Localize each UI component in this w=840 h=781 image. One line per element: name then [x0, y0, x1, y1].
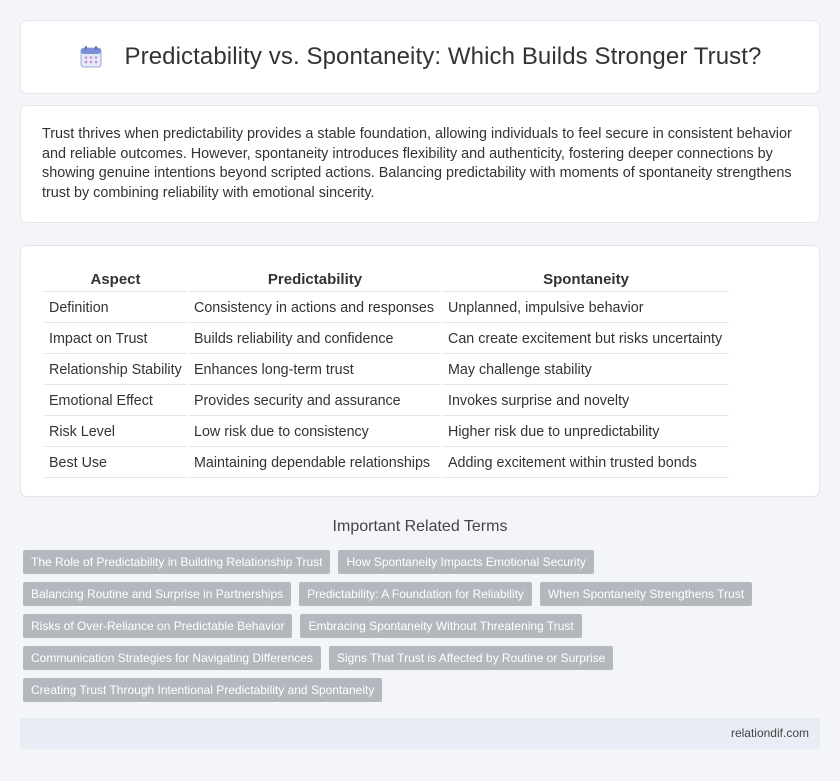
header-predictability: Predictability — [189, 268, 441, 292]
related-term-tag[interactable]: Embracing Spontaneity Without Threatening Trust — [300, 614, 581, 638]
cell-predictability: Builds reliability and confidence — [189, 325, 441, 354]
related-term-tag[interactable]: Predictability: A Foundation for Reliability — [299, 582, 532, 606]
cell-spontaneity: May challenge stability — [443, 356, 729, 385]
table-header-row — [44, 268, 729, 292]
related-term-tag[interactable]: Balancing Routine and Surprise in Partnerships — [23, 582, 291, 606]
footer — [20, 718, 820, 749]
header-spontaneity: Spontaneity — [443, 268, 729, 292]
cell-spontaneity: Higher risk due to unpredictability — [443, 418, 729, 447]
intro-text: Trust thrives when predictability provides a stable foundation, allowing individuals to feel secure in consistent behavior and reliable outcomes. However, spontaneity introduces flexibility and authenticity, fostering deeper connections by showing genuine intentions beyond scripted actions. Balancing predictability with moments of spontaneity strengthens trust by combining reliability with emotional sincerity. — [42, 126, 792, 201]
related-term-tag[interactable]: Signs That Trust is Affected by Routine or Surprise — [329, 646, 613, 670]
related-term-tag[interactable]: Communication Strategies for Navigating Differences — [23, 646, 321, 670]
related-term-tag[interactable]: Creating Trust Through Intentional Predictability and Spontaneity — [23, 678, 382, 702]
table-row — [44, 356, 729, 385]
intro-card — [20, 105, 820, 223]
calendar-icon — [79, 45, 103, 69]
table-row — [44, 387, 729, 416]
cell-aspect: Risk Level — [44, 418, 187, 447]
table-row — [44, 449, 729, 478]
table-row — [44, 418, 729, 447]
related-term-tag[interactable]: Risks of Over-Reliance on Predictable Behavior — [23, 614, 292, 638]
header-aspect: Aspect — [44, 268, 187, 292]
cell-predictability: Consistency in actions and responses — [189, 294, 441, 323]
comparison-card — [20, 245, 820, 497]
cell-aspect: Best Use — [44, 449, 187, 478]
cell-spontaneity: Can create excitement but risks uncertainty — [443, 325, 729, 354]
cell-spontaneity: Unplanned, impulsive behavior — [443, 294, 729, 323]
cell-aspect: Impact on Trust — [44, 325, 187, 354]
related-terms-heading: Important Related Terms — [332, 518, 508, 535]
title-card — [20, 20, 820, 94]
cell-spontaneity: Adding excitement within trusted bonds — [443, 449, 729, 478]
site-credit[interactable]: relationdif.com — [730, 726, 809, 740]
cell-predictability: Low risk due to consistency — [189, 418, 441, 447]
table-row — [44, 294, 729, 323]
cell-predictability: Provides security and assurance — [189, 387, 441, 416]
cell-predictability: Maintaining dependable relationships — [189, 449, 441, 478]
related-term-tag[interactable]: The Role of Predictability in Building Relationship Trust — [23, 550, 330, 574]
table-row — [44, 325, 729, 354]
page-title: Predictability vs. Spontaneity: Which Builds Stronger Trust? — [124, 43, 762, 70]
cell-aspect: Relationship Stability — [44, 356, 187, 385]
related-term-tag[interactable]: When Spontaneity Strengthens Trust — [540, 582, 752, 606]
related-terms-list — [23, 550, 803, 710]
comparison-table — [42, 266, 731, 480]
related-term-tag[interactable]: How Spontaneity Impacts Emotional Security — [338, 550, 593, 574]
cell-spontaneity: Invokes surprise and novelty — [443, 387, 729, 416]
cell-aspect: Definition — [44, 294, 187, 323]
cell-aspect: Emotional Effect — [44, 387, 187, 416]
cell-predictability: Enhances long-term trust — [189, 356, 441, 385]
